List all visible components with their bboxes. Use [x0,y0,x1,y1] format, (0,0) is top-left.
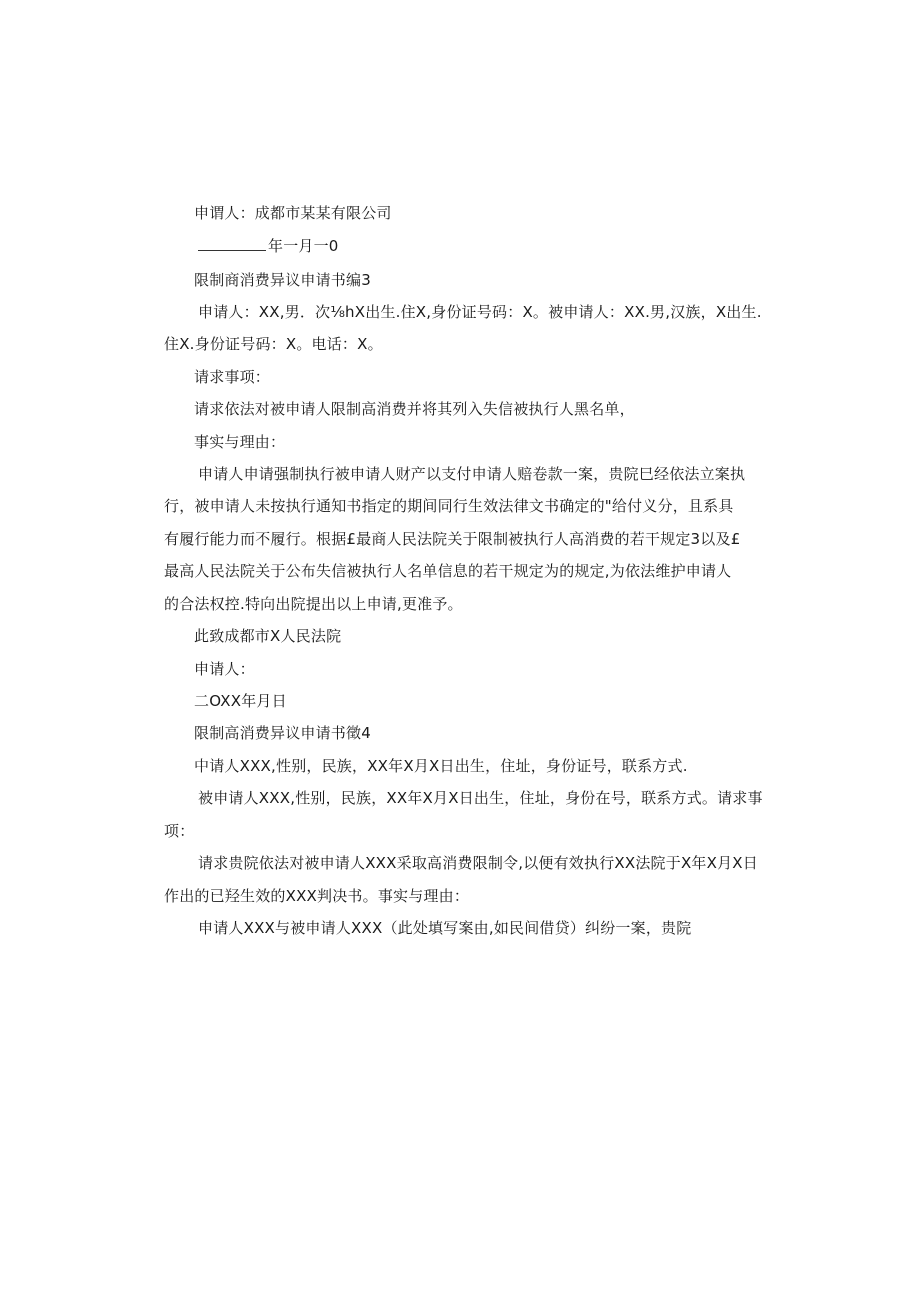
paragraph-line: 中请人XXX,性别，民族，XX年X月X日出生，住址，身份证号，联系方式. [194,757,688,775]
applicant-line: 申谓人：成都市某某有限公司 [194,204,392,222]
paragraph-line: 申请人申请强制执行被申请人财产以支付申请人赔卷款一案，贵院巳经依法立案执 [198,465,746,483]
facts-heading: 事实与理由： [194,433,286,451]
paragraph-line: 作出的已羟生效的XXX判决书。事实与理由： [164,887,470,905]
paragraph-line: 住X.身份证号码：X。电话：X。 [164,335,383,353]
paragraph-line: 请求贵院依法对被申请人XXX采取高消费限制令,以便有效执行XX法院于X年X月X日 [198,854,758,872]
paragraph-line: 申请人：XX,男．次⅛hX出生.住X,身份证号码：X。被申请人：XX.男,汉族，X出生. [198,303,762,321]
paragraph-line: 的合法权控.特向出院提出以上申请,更准予。 [164,595,463,613]
section-title-3: 限制商消费异议申请书编3 [194,271,371,289]
paragraph-line: 最高人民法院关于公布失信被执行人名单信息的若干规定为的规定,为依法维护申请人 [164,562,732,580]
signature-date: 二OXX年月日 [194,692,287,710]
paragraph-line: 行，被申请人未按执行通知书指定的期间同行生效法律文书确定的"给付义分，且系具 [164,497,734,515]
addressee-line: 此致成都市X人民法院 [194,627,342,645]
date-blank [198,250,266,251]
signature-line: 申请人： [194,660,255,678]
paragraph-line: 申请人XXX与被申请人XXX（此处填写案由,如民间借贷）纠纷一案，贵院 [198,919,692,937]
paragraph-line: 项： [164,822,195,840]
date-text: 年一月一0 [268,237,339,255]
paragraph-line: 被申请人XXX,性别，民族，XX年X月X日出生，住址，身份在号，联系方式。请求事 [198,789,763,807]
date-line [198,236,339,256]
paragraph-line: 有履行能力而不履行。根据£最商人民法院关于限制被执行人高消费的若干规定3以及£ [164,530,741,548]
paragraph-line: 请求依法对被申请人限制高消费并将其列入失信被执行人黑名单， [194,400,635,418]
request-heading: 请求事项： [194,368,271,386]
section-title-4: 限制高消费异议申请书徵4 [194,724,371,742]
